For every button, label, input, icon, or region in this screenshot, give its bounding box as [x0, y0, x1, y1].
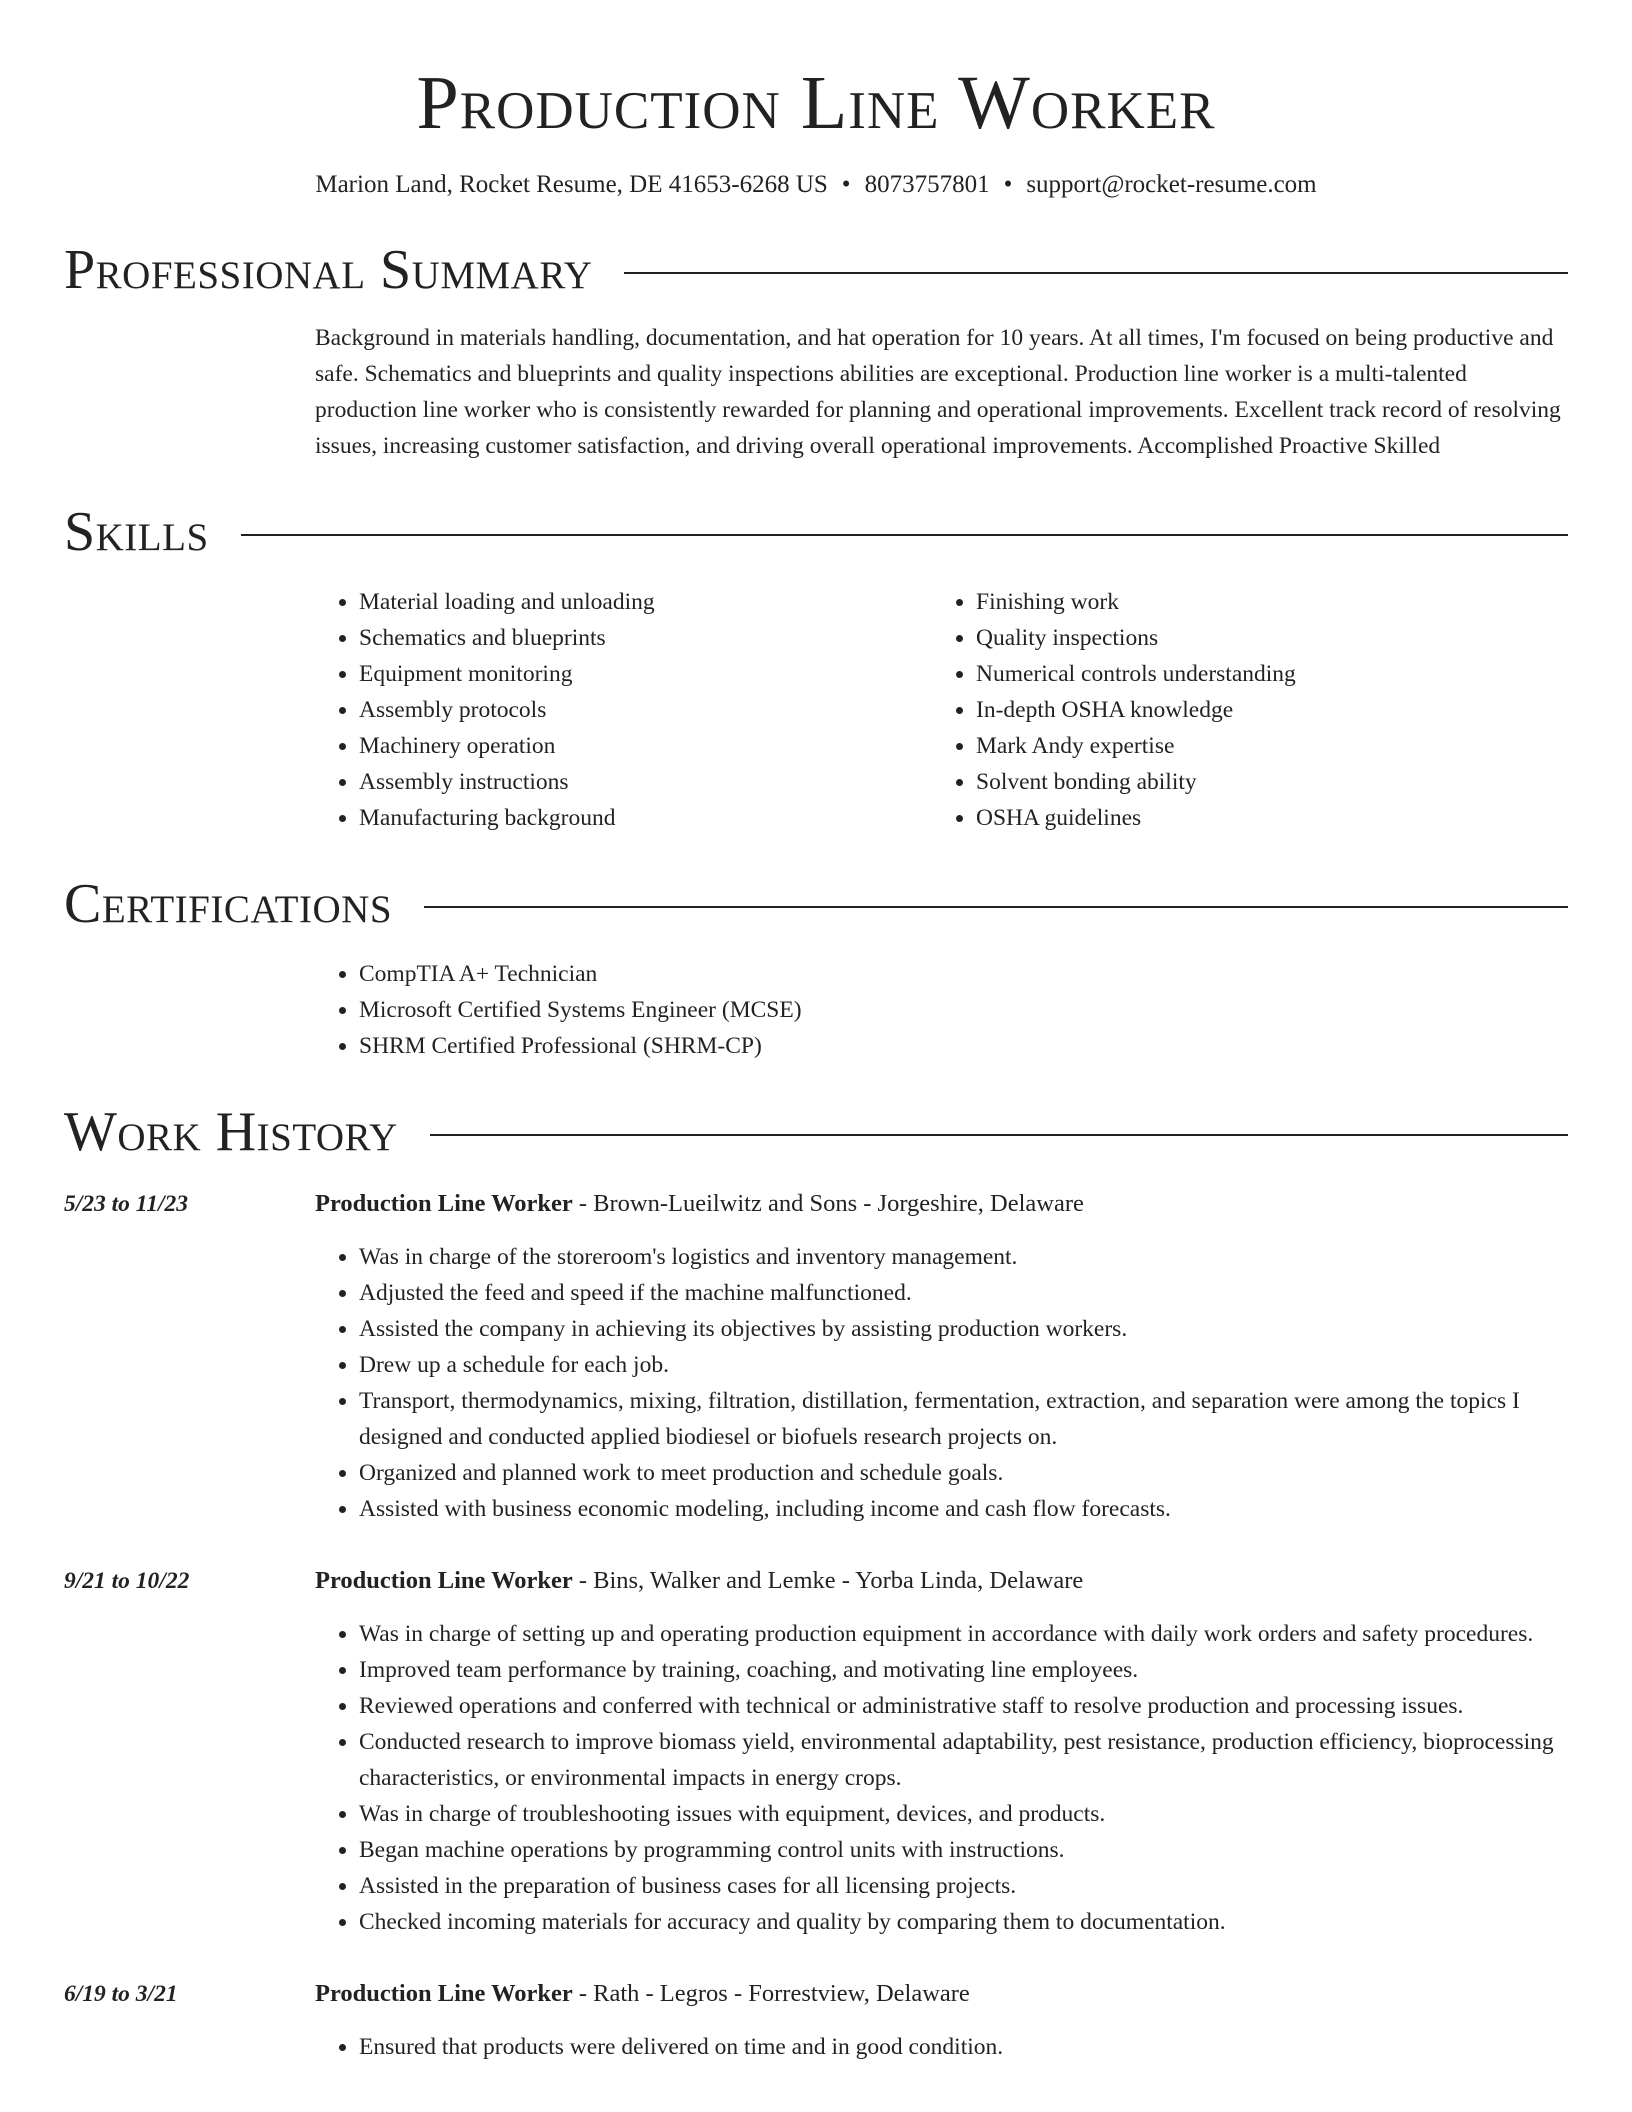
work-entry-detail	[315, 1186, 1568, 1527]
section-divider	[241, 534, 1568, 536]
work-history-section	[64, 1186, 1568, 2065]
list-item: • Quality inspections	[976, 620, 1549, 656]
work-history-heading: Work History	[64, 1101, 398, 1163]
list-item: • Finishing work	[976, 584, 1549, 620]
job-company-location: - Bins, Walker and Lemke - Yorba Linda, Delaware	[572, 1567, 1084, 1594]
list-item: • Machinery operation	[359, 728, 932, 764]
list-item: • Manufacturing background	[359, 800, 932, 836]
contact-separator: •	[841, 171, 851, 198]
work-history-section-header	[64, 1100, 1568, 1164]
work-entry	[64, 1976, 1568, 2065]
list-item: • Reviewed operations and conferred with technical or administrative staff to resolve production and processing issues.	[359, 1688, 1568, 1724]
contact-address: Marion Land, Rocket Resume, DE 41653-6268 US	[315, 171, 828, 198]
certifications-section-header	[64, 872, 1568, 936]
candidate-name: Production Line Worker	[416, 61, 1216, 145]
skills-list-right	[932, 584, 1549, 836]
list-item: • Solvent bonding ability	[976, 764, 1549, 800]
list-item: • Ensured that products were delivered on time and in good condition.	[359, 2029, 1568, 2065]
work-entry-title-line	[315, 1186, 1568, 1222]
contact-separator: •	[1003, 171, 1013, 198]
skills-column-right	[932, 584, 1549, 836]
list-item: • Drew up a schedule for each job.	[359, 1347, 1568, 1383]
list-item: • Improved team performance by training, coaching, and motivating line employees.	[359, 1652, 1568, 1688]
skills-section	[315, 584, 1568, 836]
section-divider	[430, 1134, 1568, 1136]
summary-section	[315, 320, 1568, 464]
work-entry-dates: 5/23 to 11/23	[64, 1191, 189, 1217]
job-title: Production Line Worker	[315, 1980, 573, 2007]
list-item: • Numerical controls understanding	[976, 656, 1549, 692]
job-title: Production Line Worker	[315, 1190, 573, 1217]
work-entry-bullets	[315, 1616, 1568, 1940]
list-item: • SHRM Certified Professional (SHRM-CP)	[359, 1028, 1568, 1064]
list-item: • Was in charge of setting up and operating production equipment in accordance with daily work orders and safety procedures.	[359, 1616, 1568, 1652]
list-item: • Assisted with business economic modeling, including income and cash flow forecasts.	[359, 1491, 1568, 1527]
list-item: • Assisted the company in achieving its objectives by assisting production workers.	[359, 1311, 1568, 1347]
list-item: • Assisted in the preparation of business cases for all licensing projects.	[359, 1868, 1568, 1904]
work-entry-dates: 9/21 to 10/22	[64, 1568, 190, 1594]
list-item: • Organized and planned work to meet production and schedule goals.	[359, 1455, 1568, 1491]
job-company-location: - Rath - Legros - Forrestview, Delaware	[572, 1980, 970, 2007]
certifications-section	[315, 956, 1568, 1064]
skills-section-header	[64, 500, 1568, 564]
contact-line	[64, 168, 1568, 202]
section-divider	[424, 906, 1568, 908]
work-entry-title-line	[315, 1563, 1568, 1599]
summary-section-header	[64, 238, 1568, 302]
work-entry-detail	[315, 1563, 1568, 1940]
summary-heading: Professional Summary	[64, 239, 593, 301]
list-item: • Checked incoming materials for accuracy and quality by comparing them to documentation.	[359, 1904, 1568, 1940]
list-item: • Assembly instructions	[359, 764, 932, 800]
skills-list-left	[315, 584, 932, 836]
list-item: • Material loading and unloading	[359, 584, 932, 620]
list-item: • Mark Andy expertise	[976, 728, 1549, 764]
list-item: • Assembly protocols	[359, 692, 932, 728]
list-item: • OSHA guidelines	[976, 800, 1549, 836]
work-entry	[64, 1186, 1568, 1527]
job-company-location: - Brown-Lueilwitz and Sons - Jorgeshire, Delaware	[572, 1190, 1084, 1217]
contact-email: support@rocket-resume.com	[1026, 171, 1317, 198]
contact-phone: 8073757801	[864, 171, 990, 198]
summary-text: Background in materials handling, documentation, and hat operation for 10 years. At all times, I'm focused on being productive and safe. Schematics and blueprints and quality inspections abilities are exceptional. Production line worker is a multi-talented production line worker who is consistently rewarded for planning and operational improvements. Excellent track record of resolving issues, increasing customer satisfaction, and driving overall operational improvements. Accomplished Proactive Skilled	[315, 325, 1561, 459]
list-item: • Equipment monitoring	[359, 656, 932, 692]
list-item: • CompTIA A+ Technician	[359, 956, 1568, 992]
list-item: • Was in charge of troubleshooting issues with equipment, devices, and products.	[359, 1796, 1568, 1832]
work-entry-title-line	[315, 1976, 1568, 2012]
job-title: Production Line Worker	[315, 1567, 573, 1594]
list-item: • Transport, thermodynamics, mixing, filtration, distillation, fermentation, extraction, and separation were among the topics I designed and conducted applied biodiesel or biofuels research projects on.	[359, 1383, 1568, 1455]
work-entry	[64, 1563, 1568, 1940]
list-item: • In-depth OSHA knowledge	[976, 692, 1549, 728]
certifications-list	[315, 956, 1568, 1064]
list-item: • Was in charge of the storeroom's logistics and inventory management.	[359, 1239, 1568, 1275]
skills-heading: Skills	[64, 501, 209, 563]
work-entry-detail	[315, 1976, 1568, 2065]
list-item: • Began machine operations by programming control units with instructions.	[359, 1832, 1568, 1868]
work-entry-dates: 6/19 to 3/21	[64, 1981, 178, 2007]
section-divider	[624, 272, 1568, 274]
skills-column-left	[315, 584, 932, 836]
list-item: • Adjusted the feed and speed if the machine malfunctioned.	[359, 1275, 1568, 1311]
list-item: • Conducted research to improve biomass yield, environmental adaptability, pest resistance, production efficiency, bioprocessing characteristics, or environmental impacts in energy crops.	[359, 1724, 1568, 1796]
work-entry-bullets	[315, 1239, 1568, 1527]
list-item: • Microsoft Certified Systems Engineer (MCSE)	[359, 992, 1568, 1028]
list-item: • Schematics and blueprints	[359, 620, 932, 656]
work-entry-bullets	[315, 2029, 1568, 2065]
certifications-heading: Certifications	[64, 873, 393, 935]
